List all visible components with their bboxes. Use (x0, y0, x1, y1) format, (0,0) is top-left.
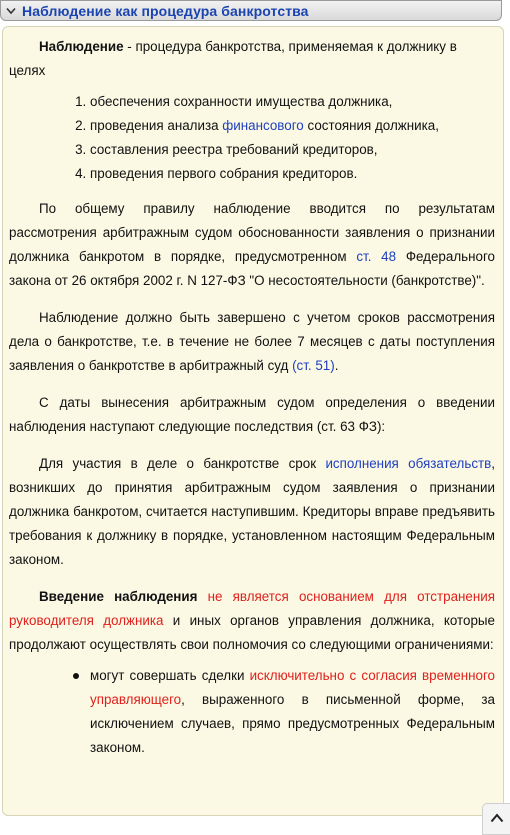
emphasis-red-text: не является основанием для отстранения руководителя должника (9, 589, 495, 628)
chevron-down-icon[interactable] (4, 4, 18, 18)
chevron-up-icon (490, 810, 504, 828)
list-item (90, 90, 495, 114)
section-header[interactable] (0, 0, 502, 21)
list-item (90, 664, 495, 760)
list-item-text: составления реестра требований кредиторов, (90, 142, 378, 157)
paragraph-obligations (9, 452, 495, 572)
list-item (90, 114, 495, 138)
paragraph-consequences (9, 391, 495, 439)
paragraph-text: Для участия в деле о банкротстве срок (39, 456, 326, 471)
link-art-51[interactable]: (ст. 51) (292, 358, 335, 373)
paragraph-deadline (9, 306, 495, 378)
list-item-text: могут совершать сделки (90, 668, 250, 683)
intro-term: Наблюдение (39, 39, 124, 54)
paragraph-text: Наблюдение должно быть завершено с учетом сроков рассмотрения дела о банкротстве, т.е. в течение не более 7 месяцев с даты поступления заявления о банкротстве в арбитражный суд (9, 310, 495, 373)
paragraph-text: По общему правилу наблюдение вводится по результатам рассмотрения арбитражным судом обоснованности заявления о признании должника банкротом в порядке, предусмотренном (9, 201, 495, 264)
paragraph-text: С даты вынесения арбитражным судом определения о введении наблюдения наступают следующие последствия (ст. 63 ФЗ): (9, 395, 495, 434)
restrictions-list (9, 664, 495, 760)
paragraph-general-rule (9, 197, 495, 293)
link-financial[interactable]: финансового (222, 118, 304, 133)
paragraph-text: Федерального закона от 26 октября 2002 г. N 127-ФЗ "О несостоятельности (банкротстве)". (9, 249, 495, 288)
list-item (90, 162, 495, 186)
list-item-text: , выраженного в письменной форме, за исключением случаев, прямо предусмотренных Федеральным законом. (90, 692, 495, 755)
link-obligations[interactable]: исполнения обязательств (325, 456, 492, 471)
paragraph-text: и иных органов управления должника, которые продолжают осуществлять свои полномочия со следующими ограничениями: (9, 613, 496, 652)
intro-paragraph (9, 35, 495, 83)
list-item (90, 138, 495, 162)
link-art-48[interactable]: ст. 48 (356, 249, 397, 264)
bullet-icon (73, 673, 79, 679)
section-title: Наблюдение как процедура банкротства (22, 2, 309, 19)
goals-list (9, 90, 495, 186)
paragraph-management (9, 585, 495, 657)
list-item-text: состояния должника, (303, 118, 439, 133)
list-item-text: проведения первого собрания кредиторов. (90, 166, 358, 181)
intro-text: - процедура банкротства, применяемая к должнику в целях (9, 39, 457, 78)
emphasis-red-text: исключительно с согласия временного управляющего (90, 668, 495, 707)
paragraph-text: . (334, 358, 339, 373)
article-body (9, 35, 495, 760)
list-item-text: обеспечения сохранности имущества должника, (90, 94, 393, 109)
emphasis-term: Введение наблюдения (39, 589, 198, 604)
scroll-to-top-button[interactable] (482, 803, 510, 835)
paragraph-text: , возникших до принятия арбитражным судом заявления о признании должника банкротом, считается наступившим. Кредиторы вправе предъявить требования к должнику в порядке, установленном настоящим Федеральным законом. (9, 456, 495, 567)
list-item-text: проведения анализа (90, 118, 223, 133)
